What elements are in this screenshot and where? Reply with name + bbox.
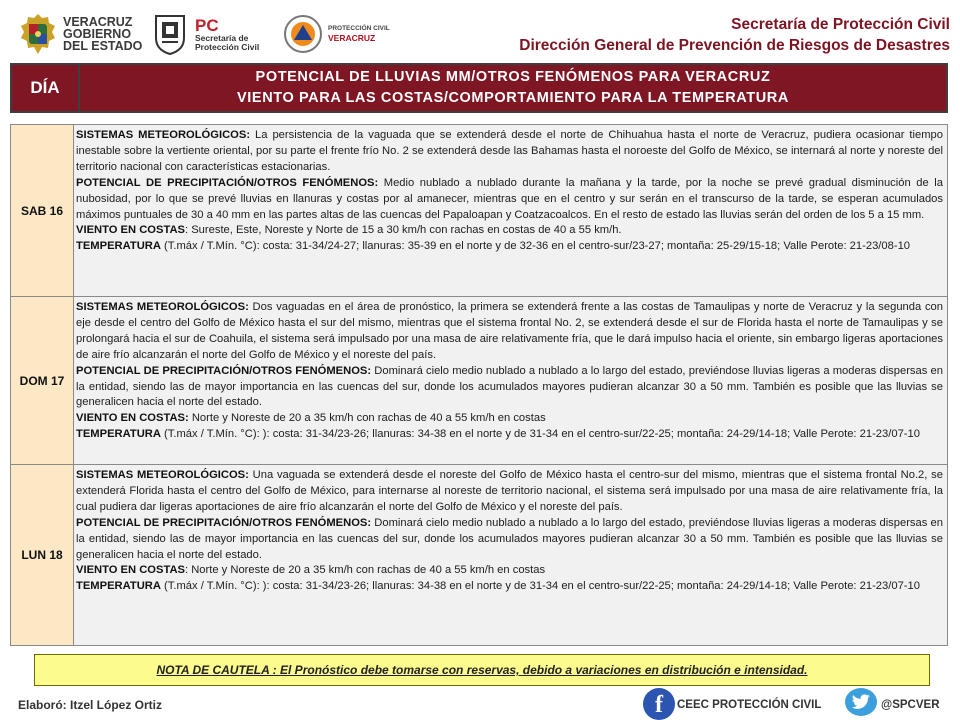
page-header bbox=[0, 0, 960, 62]
day-cell: LUN 18 bbox=[11, 465, 74, 645]
veracruz-seal-icon bbox=[18, 12, 58, 56]
pc-logo-mark: PC bbox=[195, 15, 219, 35]
caution-note: NOTA DE CAUTELA : El Pronóstico debe tomarse con reservas, debido a variaciones en distribución e intensidad. bbox=[34, 654, 930, 686]
pc-logo-line1: Secretaría de bbox=[195, 32, 249, 43]
pcv-logo-line2: VERACRUZ bbox=[328, 33, 376, 43]
potencial-paragraph bbox=[76, 176, 943, 224]
table-row-dom-17 bbox=[11, 297, 947, 465]
viento-paragraph bbox=[76, 411, 943, 427]
direccion-title: Dirección General de Prevención de Riesgos de Desastres bbox=[519, 37, 950, 54]
proteccion-civil-veracruz-logo bbox=[283, 10, 390, 58]
potencial-paragraph bbox=[76, 516, 943, 564]
temperatura-text: (T.máx / T.Mín. °C): ): costa: 31-34/23-26; llanuras: 34-38 en el norte y de 31-34 en el centro-sur/22-25; montaña: 24-29/14-18; Valle Perote: 21-23/07-10 bbox=[160, 428, 920, 441]
author-credit: Elaboró: Itzel López Ortiz bbox=[18, 698, 163, 712]
forecast-header-line2: VIENTO PARA LAS COSTAS/COMPORTAMIENTO PARA LA TEMPERATURA bbox=[237, 90, 789, 106]
forecast-cell bbox=[74, 125, 947, 296]
forecast-cell bbox=[74, 297, 947, 464]
twitter-bird-icon[interactable] bbox=[845, 688, 877, 716]
pc-logo-text bbox=[195, 17, 259, 52]
sistemas-label: SISTEMAS METEOROLÓGICOS: bbox=[76, 301, 249, 313]
sistemas-text: Una vaguada se extenderá desde el noreste del Golfo de México hasta el centro-sur del mismo, mientras que el sistema frontal No.2, se extenderá Florida hasta el centro del Golfo de México, para internarse al noreste de territorio nacional, el sistema será impulsado por una masa de aire relativamente fría, la cual pudiera dar ligeras aportaciones de aire frío alcanzarán el norte del Golfo de México y el noreste del país. bbox=[76, 469, 943, 513]
temperatura-label: TEMPERATURA bbox=[76, 428, 161, 441]
sistemas-paragraph bbox=[76, 300, 943, 364]
veracruz-logo-line1: VERACRUZ bbox=[63, 15, 133, 29]
potencial-label: POTENCIAL DE PRECIPITACIÓN/OTROS FENÓMENOS: bbox=[76, 516, 372, 529]
pc-shield-icon bbox=[150, 12, 190, 56]
potencial-label: POTENCIAL DE PRECIPITACIÓN/OTROS FENÓMENOS: bbox=[76, 364, 372, 377]
facebook-link[interactable]: CEEC PROTECCIÓN CIVIL bbox=[677, 699, 822, 711]
potencial-paragraph bbox=[76, 364, 943, 412]
viento-label: VIENTO EN COSTAS bbox=[76, 224, 185, 237]
viento-paragraph bbox=[76, 563, 943, 579]
veracruz-government-logo bbox=[18, 10, 142, 58]
table-row-lun-18 bbox=[11, 465, 947, 645]
facebook-icon[interactable]: f bbox=[643, 688, 675, 720]
pc-logo-line2: Protección Civil bbox=[195, 41, 260, 52]
forecast-header-line1: POTENCIAL DE LLUVIAS MM/OTROS FENÓMENOS PARA VERACRUZ bbox=[255, 69, 771, 85]
forecast-header-band bbox=[10, 63, 948, 113]
temperatura-paragraph bbox=[76, 239, 943, 255]
sistemas-paragraph bbox=[76, 128, 943, 176]
veracruz-logo-line3: DEL ESTADO bbox=[63, 39, 143, 53]
potencial-text: Dominará cielo medio nublado a nublado a lo largo del estado, previéndose lluvias ligeras a moderas dispersas en la entidad, siendo las de mayor importancia en las cuencas del sur, donde los acumulados mayores pudieran alcanzar 30 a 50 mm. También es posible que las lluvias se generalicen hacia el norte del estado. bbox=[76, 516, 943, 561]
temperatura-text: (T.máx / T.Mín. °C): ): costa: 31-34/23-26; llanuras: 34-38 en el norte y de 31-34 en el centro-sur/22-25; montaña: 24-29/14-18; Valle Perote: 21-23/07-10 bbox=[160, 580, 920, 593]
temperatura-label: TEMPERATURA bbox=[76, 580, 161, 593]
sistemas-label: SISTEMAS METEOROLÓGICOS: bbox=[76, 469, 249, 481]
pcv-logo-text bbox=[328, 25, 390, 43]
viento-text: : Norte y Noreste de 20 a 35 km/h con rachas de 40 a 55 km/h en costas bbox=[185, 564, 546, 577]
proteccion-civil-logo bbox=[150, 10, 259, 58]
forecast-cell bbox=[74, 465, 947, 645]
secretaria-title: Secretaría de Protección Civil bbox=[731, 16, 950, 33]
potencial-label: POTENCIAL DE PRECIPITACIÓN/OTROS FENÓMENOS: bbox=[76, 176, 379, 189]
temperatura-label: TEMPERATURA bbox=[76, 240, 161, 253]
potencial-text: Medio nublado a nublado durante la mañana y la tarde, por la noche se prevé gradual disminución de la nubosidad, por lo que se prevé lluvias en llanuras y costas por al amanecer, mientras que en el centro y sur serán en el transcurso de la tarde, se esperan acumulados máximos puntuales de 30 a 40 mm en las partes altas de las cuencas del Papaloapan y Coatzacoalcos. En el resto de estado las lluvias serán del orden de los 5 a 15 mm. bbox=[76, 176, 943, 221]
viento-label: VIENTO EN COSTAS bbox=[76, 564, 185, 577]
potencial-text: Dominará cielo medio nublado a nublado a lo largo del estado, previéndose lluvias ligeras a moderas dispersas en la entidad, siendo las de mayor importancia en las cuencas del sur, donde los acumulados mayores pudieran alcanzar 30 a 50 mm. También es posible que las lluvias se generalicen hacia el norte del estado. bbox=[76, 364, 943, 409]
pcv-logo-line1: PROTECCIÓN CIVIL bbox=[328, 25, 390, 32]
veracruz-logo-text bbox=[63, 16, 142, 52]
table-row-sab-16 bbox=[11, 125, 947, 297]
viento-text: Norte y Noreste de 20 a 35 km/h con rachas de 40 a 55 km/h en costas bbox=[188, 412, 546, 425]
sistemas-text: Dos vaguadas en el área de pronóstico, la primera se extenderá frente a las costas de Tamaulipas y norte de Veracruz y la segunda con eje desde el centro del Golfo de México hasta el sur del mismo, mientras que el sistema frontal No. 2, se extenderá desde el sur de Florida hasta el norte de Tamaulipas y se prolongará hacia el sur de Coahuila, el sistema será impulsado por una masa de aire relativamente fría, que le dará impulso hacia el oriente, sin embargo ligeras aportaciones de aire frío alcanzarán el norte del Golfo de México y el noreste del país. bbox=[76, 301, 944, 361]
temperatura-paragraph bbox=[76, 579, 943, 595]
viento-paragraph bbox=[76, 223, 943, 239]
twitter-link[interactable]: @SPCVER bbox=[881, 699, 940, 711]
forecast-column-header bbox=[80, 67, 946, 109]
header-titles bbox=[519, 14, 950, 56]
day-cell: SAB 16 bbox=[11, 125, 74, 296]
sistemas-text: La persistencia de la vaguada que se extenderá desde el norte de Chihuahua hasta el norte de Veracruz, pudiera ocasionar tiempo inestable sobre la vertiente oriental, por su parte el frente frío No. 2 se extenderá desde las Bahamas hasta el noroeste del Golfo de México, se internará al norte y noreste del territorio nacional con características estacionarias. bbox=[76, 129, 943, 173]
temperatura-paragraph bbox=[76, 427, 943, 443]
sistemas-paragraph bbox=[76, 468, 943, 516]
civil-protection-triangle-icon bbox=[283, 12, 323, 56]
viento-label: VIENTO EN COSTAS: bbox=[76, 412, 189, 425]
veracruz-logo-line2: GOBIERNO bbox=[63, 27, 132, 41]
forecast-table bbox=[10, 124, 948, 646]
viento-text: : Sureste, Este, Noreste y Norte de 15 a 30 km/h con rachas en costas de 40 a 55 km/h. bbox=[185, 224, 622, 237]
temperatura-text: (T.máx / T.Mín. °C): costa: 31-34/24-27; llanuras: 35-39 en el norte y de 32-36 en el centro-sur/23-27; montaña: 25-29/15-18; Valle Perote: 21-23/08-10 bbox=[160, 240, 911, 253]
day-cell: DOM 17 bbox=[11, 297, 74, 464]
sistemas-label: SISTEMAS METEOROLÓGICOS: bbox=[76, 129, 251, 141]
day-column-header: DÍA bbox=[12, 65, 80, 111]
